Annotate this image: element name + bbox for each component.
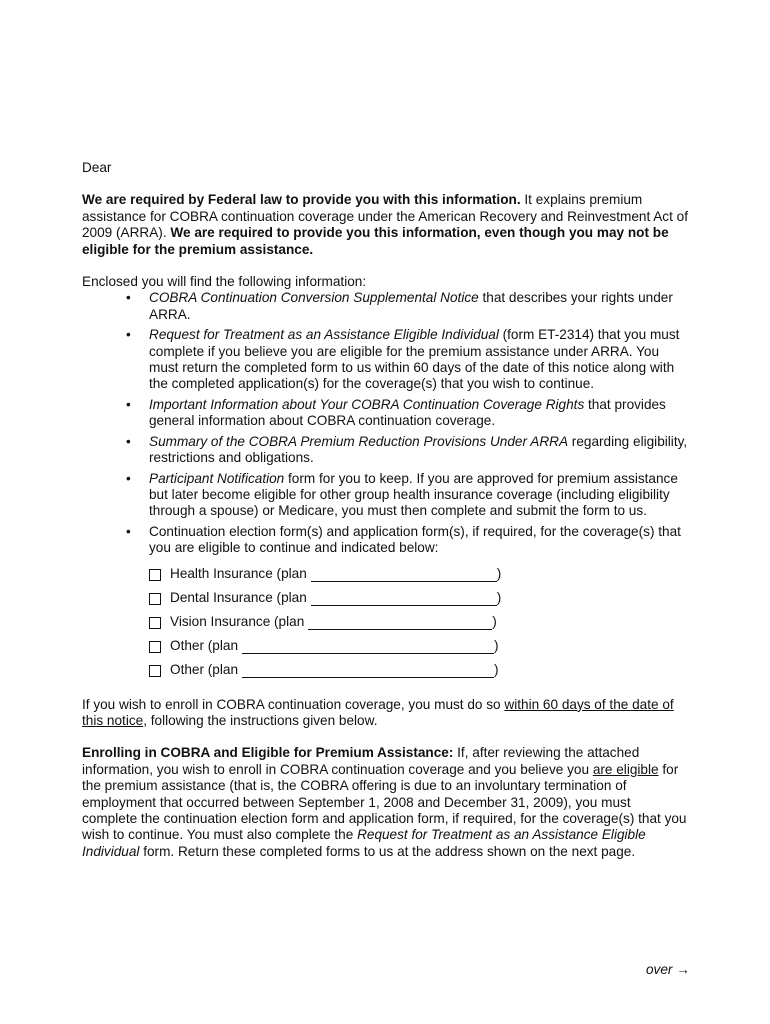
eligible-paragraph [82,745,688,860]
list-item [82,290,688,323]
item-title: COBRA Continuation Conversion Supplemental Notice [149,290,479,306]
checkbox-row-other-2 [149,659,688,683]
item-title: Summary of the COBRA Premium Reduction Provisions Under ARRA [149,433,569,449]
enclosed-list [82,290,688,682]
list-item [82,397,688,430]
coverage-checklist [149,563,688,683]
item-title: Important Information about Your COBRA Continuation Coverage Rights [149,396,585,412]
bullet: • [126,396,131,412]
letter-body [82,160,688,860]
enclosed-heading: Enclosed you will find the following information: [82,274,367,290]
health-plan-blank[interactable] [311,568,497,582]
other-checkbox-1[interactable] [149,641,161,653]
vision-insurance-checkbox[interactable] [149,617,161,629]
checkbox-label: Vision Insurance (plan [170,614,305,630]
item-title: Request for Treatment as an Assistance Eligible Individual [149,327,499,343]
item-text: Continuation election form(s) and application form(s), if required, for the coverage(s) that you are eligible to continue and indicated below: [149,523,681,556]
intro-paragraph [82,192,688,258]
item-text: regarding eligibility, restrictions and obligations. [149,433,688,466]
eligible-text-1: If, after reviewing the attached information, you wish to enroll in COBRA continuation coverage and you believe you [82,745,640,777]
checkbox-label: Dental Insurance (plan [170,590,307,606]
bullet: • [126,523,131,539]
checkbox-close-paren: ) [492,614,497,630]
intro-bold-1: We are required by Federal law to provide you with this information. [82,192,521,208]
intro-bold-2: We are required to provide you this information, even though you may not be eligible for the premium assistance. [82,225,669,257]
other-plan-blank-1[interactable] [242,640,494,654]
list-item [82,327,688,393]
deadline-underlined: within 60 days of the date of this notice [82,696,674,728]
bullet: • [126,327,131,343]
eligible-text-3: form. Return these completed forms to us at the address shown on the next page. [139,843,636,859]
list-item [82,434,688,467]
checkbox-close-paren: ) [496,590,502,606]
checkbox-row-other-1 [149,635,688,659]
checkbox-row-vision [149,611,688,635]
salutation: Dear [82,160,112,175]
item-text: form for you to keep. If you are approved for premium assistance but later become eligible for other group health insurance coverage (including eligibility through a spouse) or Medicare, you must then complete and submit the form to us. [149,470,678,519]
bullet: • [126,470,131,486]
are-eligible-underlined: are eligible [592,761,659,777]
checkbox-close-paren: ) [494,638,499,654]
checkbox-close-paren: ) [494,662,499,678]
checkbox-row-dental [149,587,688,611]
item-text: (form ET-2314) that you must complete if you believe you are eligible for the premium assistance under ARRA. You must return the completed form to us within 60 days of the date of this notice along with the completed application(s) for the coverage(s) that you wish to continue. [149,327,680,392]
dental-plan-blank[interactable] [311,592,497,606]
checkbox-label: Other (plan [170,638,239,654]
item-text: that describes your rights under ARRA. [149,290,673,322]
vision-plan-blank[interactable] [308,616,492,630]
over-page-indicator: over → [646,962,690,977]
checkbox-row-health [149,563,688,587]
dental-insurance-checkbox[interactable] [149,593,161,605]
request-form-title: Request for Treatment as an Assistance Eligible Individual [82,827,646,859]
bullet: • [126,290,131,306]
checkbox-label: Health Insurance (plan [170,566,307,582]
other-checkbox-2[interactable] [149,665,161,677]
other-plan-blank-2[interactable] [242,664,494,678]
item-text: that provides general information about COBRA continuation coverage. [149,396,666,429]
list-item [82,471,688,520]
checkbox-close-paren: ) [496,566,502,582]
enroll-notice-paragraph [82,697,688,730]
checkbox-label: Other (plan [170,662,239,678]
eligible-text-2: for the premium assistance (that is, the COBRA offering is due to an involuntary termination of employment that occurred between September 1, 2008 and December 31, 2009), you must complete the continuation election form and application form, if required, for the coverage(s) that you wish to continue. You must also complete the [82,761,687,843]
item-title: Participant Notification [149,470,285,486]
eligible-heading: Enrolling in COBRA and Eligible for Premium Assistance: [82,745,454,761]
intro-text: It explains premium assistance for COBRA continuation coverage under the American Recovery and Reinvestment Act of 2009 (ARRA). [82,192,688,241]
health-insurance-checkbox[interactable] [149,569,161,581]
list-item [82,524,688,683]
enroll-text-1: If you wish to enroll in COBRA continuation coverage, you must do so [82,696,505,712]
bullet: • [126,433,131,449]
enroll-text-2: , following the instructions given below. [143,712,378,728]
